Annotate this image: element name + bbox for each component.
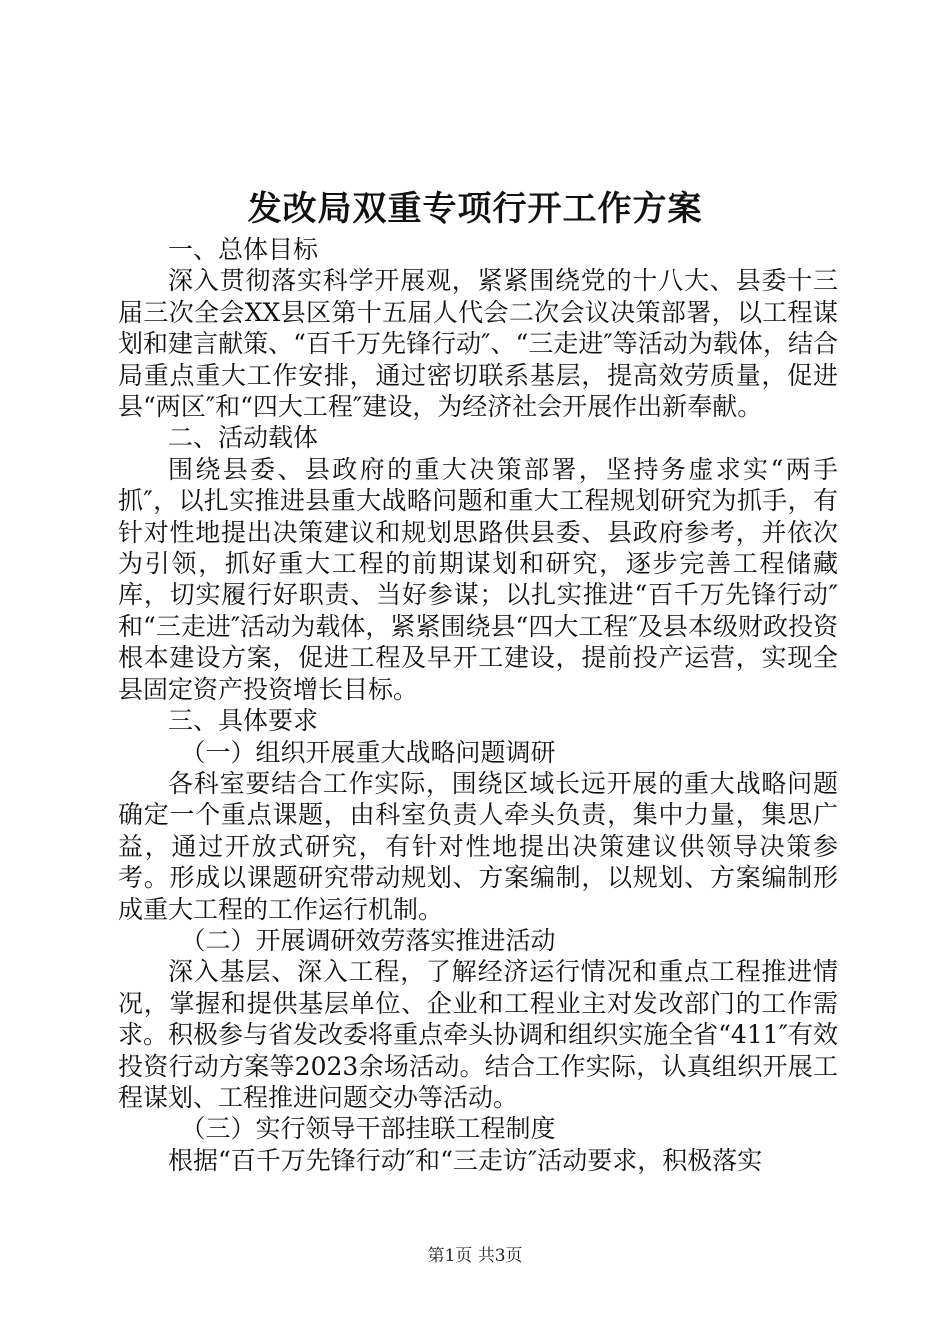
subsection-heading: （一）组织开展重大战略问题调研 — [180, 737, 556, 767]
document-body — [118, 234, 838, 1176]
subsection-heading: （三）实行领导干部挂联工程制度 — [180, 1114, 556, 1144]
body-paragraph: 深入基层、深入工程，了解经济运行情况和重点工程推进情况，掌握和提供基层单位、企业和工程业主对发改部门的工作需求。积极参与省发改委将重点牵头协调和组织实施全省“411″有效投资行动方案等2023余场活动。结合工作实际，认真组织开展工程谋划、工程推进问题交办等活动。 — [118, 957, 838, 1112]
section-heading: 一、总体目标 — [168, 235, 319, 264]
section-heading: 三、具体要求 — [168, 706, 319, 736]
subsection-heading: （二）开展调研效劳落实推进活动 — [180, 925, 556, 955]
section-heading: 二、活动载体 — [168, 423, 319, 453]
body-paragraph: 深入贯彻落实科学开展观，紧紧围绕党的十八大、县委十三届三次全会XX县区第十五届人代会二次会议决策部署，以工程谋划和建言献策、“百千万先锋行动″、“三走进″等活动为载体，结合局重点重大工作安排，通过密切联系基层，提高效劳质量，促进县“两区″和“四大工程″建设，为经济社会开展作出新奉献。 — [118, 266, 838, 422]
body-paragraph: 根据“百千万先锋行动″和“三走访″活动要求，积极落实 — [168, 1145, 763, 1175]
body-paragraph: 围绕县委、县政府的重大决策部署，坚持务虚求实“两手抓″，以扎实推进县重大战略问题和重大工程规划研究为抓手，有针对性地提出决策建议和规划思路供县委、县政府参考，并依次为引领，抓好重大工程的前期谋划和研究，逐步完善工程储藏库，切实履行好职责、当好参谋；以扎实推进“百千万先锋行动″和“三走进″活动为载体，紧紧围绕县“四大工程″及县本级财政投资根本建设方案，促进工程及早开工建设，提前投产运营，实现全县固定资产投资增长目标。 — [118, 454, 838, 704]
body-paragraph: 各科室要结合工作实际，围绕区域长远开展的重大战略问题确定一个重点课题，由科室负责人牵头负责，集中力量，集思广益，通过开放式研究，有针对性地提出决策建议供领导决策参考。形成以课题研究带动规划、方案编制，以规划、方案编制形成重大工程的工作运行机制。 — [118, 768, 838, 924]
page-footer: 第1页 共3页 — [427, 1246, 523, 1266]
document-title: 发改局双重专项行开工作方案 — [247, 189, 703, 229]
